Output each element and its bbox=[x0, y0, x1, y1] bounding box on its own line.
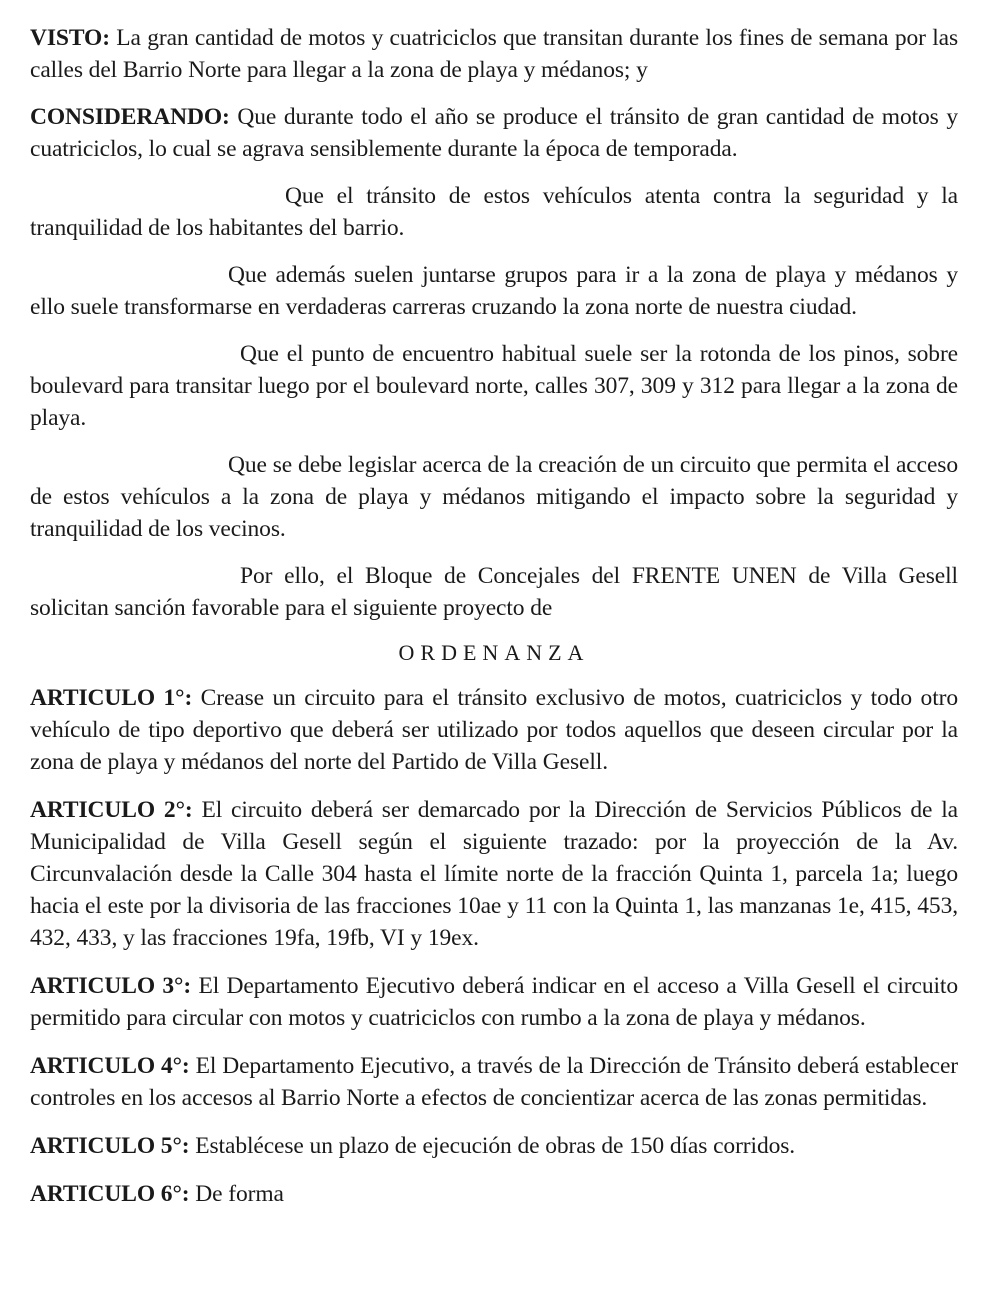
article-text: Crease un circuito para el tránsito exclusivo de motos, cuatriciclos y todo otro vehículo de tipo deportivo que deberá ser utilizado por todos aquellos que deseen circular por la zona de playa y médanos del norte del Partido de Villa Gesell. bbox=[30, 685, 958, 775]
article-label: ARTICULO 5°: bbox=[30, 1133, 190, 1159]
considerando-item: Que se debe legislar acerca de la creación de un circuito que permita el acceso de estos vehículos a la zona de playa y médanos mitigando el impacto sobre la seguridad y tranquilidad de los vecinos. bbox=[30, 452, 958, 542]
article-text: El Departamento Ejecutivo, a través de la Dirección de Tránsito deberá establecer controles en los accesos al Barrio Norte a efectos de concientizar acerca de las zonas permitidas. bbox=[30, 1053, 958, 1111]
considerando-item: Por ello, el Bloque de Concejales del FRENTE UNEN de Villa Gesell solicitan sanción favorable para el siguiente proyecto de bbox=[30, 563, 958, 621]
article-paragraph bbox=[30, 970, 958, 1034]
article-text: El circuito deberá ser demarcado por la Dirección de Servicios Públicos de la Municipalidad de Villa Gesell según el siguiente trazado: por la proyección de la Av. Circunvalación desde la Calle 304 hasta el límite norte de la fracción Quinta 1, parcela 1a; luego hacia el este por la divisoria de las fracciones 10ae y 11 con la Quinta 1, las manzanas 1e, 415, 453, 432, 433, y las fracciones 19fa, 19fb, VI y 19ex. bbox=[30, 797, 958, 951]
article-label: ARTICULO 3°: bbox=[30, 973, 192, 999]
considerando-text: Que durante todo el año se produce el tránsito de gran cantidad de motos y cuatriciclos, lo cual se agrava sensiblemente durante la época de temporada. bbox=[30, 104, 958, 162]
visto-label: VISTO: bbox=[30, 25, 110, 51]
document-page bbox=[30, 22, 958, 1225]
considerando-item: Que el punto de encuentro habitual suele ser la rotonda de los pinos, sobre boulevard para transitar luego por el boulevard norte, calles 307, 309 y 312 para llegar a la zona de playa. bbox=[30, 341, 958, 431]
article-text: Establécese un plazo de ejecución de obras de 150 días corridos. bbox=[189, 1133, 796, 1159]
article-label: ARTICULO 6°: bbox=[30, 1181, 190, 1207]
article-text: De forma bbox=[189, 1181, 284, 1207]
article-paragraph bbox=[30, 794, 958, 954]
article-label: ARTICULO 2°: bbox=[30, 797, 193, 823]
considerando-item: Que además suelen juntarse grupos para ir a la zona de playa y médanos y ello suele transformarse en verdaderas carreras cruzando la zona norte de nuestra ciudad. bbox=[30, 262, 958, 320]
visto-text: La gran cantidad de motos y cuatriciclos que transitan durante los fines de semana por las calles del Barrio Norte para llegar a la zona de playa y médanos; y bbox=[30, 25, 958, 83]
article-label: ARTICULO 1°: bbox=[30, 685, 193, 711]
considerando-label: CONSIDERANDO: bbox=[30, 104, 230, 130]
article-paragraph bbox=[30, 1050, 958, 1114]
article-label: ARTICULO 4°: bbox=[30, 1053, 190, 1079]
considerando-paragraph bbox=[30, 101, 958, 165]
article-text: El Departamento Ejecutivo deberá indicar en el acceso a Villa Gesell el circuito permitido para circular con motos y cuatriciclos con rumbo a la zona de playa y médanos. bbox=[30, 973, 958, 1031]
article-paragraph bbox=[30, 682, 958, 778]
article-paragraph bbox=[30, 1130, 958, 1162]
considerando-item: Que el tránsito de estos vehículos atenta contra la seguridad y la tranquilidad de los habitantes del barrio. bbox=[30, 183, 958, 241]
article-paragraph bbox=[30, 1178, 958, 1210]
visto-paragraph bbox=[30, 22, 958, 86]
ordenanza-title: ORDENANZA bbox=[398, 640, 590, 665]
